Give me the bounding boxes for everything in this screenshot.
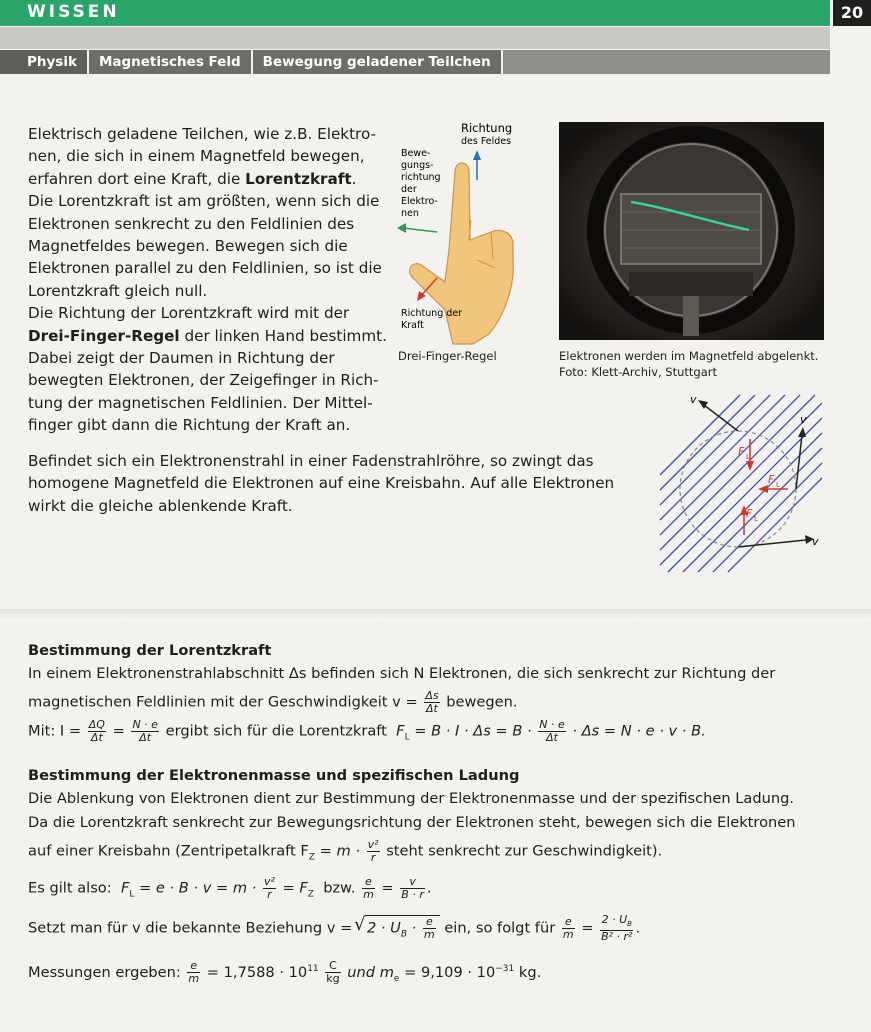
beam-paragraph: Befindet sich ein Elektronenstrahl in einer Fadenstrahlröhre, so zwingt das homogene Magnetfeld die Elektronen auf eine Kreisbahn. Auf alle Elektronen wirkt die gleiche ablenkende Kraft. [28,452,615,515]
section2-line1: Die Ablenkung von Elektronen dient zur Bestimmung der Elektronenmasse und der spezifischen Ladung. [28,790,795,808]
velocity-label-1: v [690,393,697,406]
label-motion-line4: der [401,184,417,195]
label-motion-line1: Bewe- [401,148,431,159]
label-motion-line6: nen [401,208,419,219]
section2-line6: Messungen ergeben: $\frac{e}{m}$ = $1,7588 \cdot 10^{11}$ $\frac{C}{kg}$ und $m_e = 9,109 \cdot 10^{-31}$ kg. [28,959,542,986]
svg-text:L: L [776,481,780,489]
section2-line5: Setzt man für v die bekannte Beziehung v = √ $2 \cdot U_B$ · $\frac{e}{m}$ ein, so folgt für $\frac{e}{m}$ = $\frac{2 \cdot U_B}{\text{B² · r²}}$ . [28,914,848,947]
fraction-e-m-2: $\frac{e}{m}$ [562,915,574,942]
intro-paragraph-3: Die Richtung der Lorentzkraft wird mit der Drei-Finger-Regel der linken Hand bestimmt. Dabei zeigt der Daumen in Richtung der bewegten Elektronen, der Zeigefinger in Rich-tung der magnetischen Feldlinien. Der Mittel-finger gibt dann die Richtung der Kraft an. [28,304,387,435]
fraction-v2-r: $\frac{\text{v²}}{r}$ [367,838,379,865]
velocity-label-2: v [800,413,807,426]
photo-electron-tube [559,122,824,340]
fraction-ne-dt: $\frac{N \cdot e}{\Delta t}$ [132,718,158,744]
sqrt-expression: √ $2 \cdot U_B$ · $\frac{e}{m}$ [365,915,440,946]
term-drei-finger-regel: Drei-Finger-Regel [28,326,180,345]
fraction-v-br: $\frac{v}{B \cdot r}$ [401,874,424,901]
lower-section [28,640,848,990]
section2-line3: auf einer Kreisbahn (Zentripetalkraft $F_Z = m$ · $\frac{\text{v²}}{r}$ steht senkrecht zur Geschwindigkeit). [28,838,663,865]
label-field-line2: des Feldes [461,136,512,147]
page-number: 20 [833,0,871,26]
label-force-line1: Richtung der [401,308,463,319]
section1-title: Bestimmung der Lorentzkraft [28,642,272,659]
section2-title: Bestimmung der Elektronenmasse und spezifischen Ladung [28,767,520,785]
breadcrumb-item-physik: Physik [0,50,89,74]
label-field-line1: Richtung [461,121,513,135]
section1-line3: Mit: I = $\frac{\Delta Q}{\Delta t}$ = $\frac{N \cdot e}{\Delta t}$ ergibt sich für die Lorentzkraft $F_L = B \cdot I \cdot \Delta s = B$ · $\frac{N \cdot e}{\Delta t}$ · Δs = N · e · v · B. [28,718,706,744]
breadcrumb [0,50,830,74]
section2-line4: Es gilt also: $F_L = e \cdot B \cdot v = m$ · $\frac{\text{v²}}{r}$ = $F_Z$ bzw. $\frac{e}{m}$ = $\frac{v}{B \cdot r}$ . [28,874,432,901]
photo-credit: Foto: Klett-Archiv, Stuttgart [559,365,718,379]
photo-caption: Elektronen werden im Magnetfeld abgelenkt. [559,349,819,363]
section-label: WISSEN [27,2,120,22]
motion-arrow [403,228,437,232]
breadcrumb-item-bewegung: Bewegung geladener Teilchen [253,50,503,74]
force-label-3: F [746,507,753,520]
svg-text:L: L [754,515,758,523]
force-diagram [650,385,830,580]
term-lorentzkraft: Lorentzkraft [245,169,352,188]
force-label-1: F [738,445,745,458]
fraction-e-m: $\frac{e}{m}$ [363,874,374,901]
section1-line2: magnetischen Feldlinien mit der Geschwindigkeit v = $\frac{\Delta s}{\Delta t}$ bewegen. [28,689,518,715]
header-divider [0,27,830,49]
label-motion-line2: gungs- [401,160,434,171]
force-label-2: F [768,473,775,486]
fraction-2ub-b2r2: $\frac{2 \cdot U_B}{\text{B² · r²}}$ [601,913,633,944]
fraction-v2-r-2: $\frac{\text{v²}}{r}$ [263,874,275,901]
fraction-ds-dt: $\frac{\Delta s}{\Delta t}$ [425,689,439,715]
breadcrumb-item-magnetisches-feld: Magnetisches Feld [89,50,253,74]
velocity-label-3: v [812,535,819,548]
header-bar [0,0,830,26]
label-motion-line3: richtung [401,172,441,183]
fraction-c-kg: $\frac{C}{kg}$ [326,959,340,986]
hand-figure-caption: Drei-Finger-Regel [398,349,497,363]
intro-paragraph-2: Die Lorentzkraft ist am größten, wenn sich die Elektronen senkrecht zu den Feldlinien des Magnetfeldes bewegen. Bewegen sich die Elektronen parallel zu den Feldlinien, so ist die Lorentzkraft gleich null. [28,192,382,300]
label-motion-line5: Elektro- [401,196,438,207]
page-fold [0,609,871,621]
section2-line2: Da die Lorentzkraft senkrecht zur Bewegungsrichtung der Elektronen steht, bewegen sich die Elektronen [28,814,796,832]
label-force-line2: Kraft [401,320,424,331]
section1-line1: In einem Elektronenstrahlabschnitt Δs befinden sich N Elektronen, die sich senkrecht zur Richtung der [28,665,776,682]
intro-paragraph-1: Elektrisch geladene Teilchen, wie z.B. Elektro-nen, die sich in einem Magnetfeld bewegen, erfahren dort eine Kraft, die Lorentzkraft. [28,125,377,188]
svg-text:L: L [746,453,750,461]
fraction-dq-dt: $\frac{\Delta Q}{\Delta t}$ [88,718,105,744]
intro-text [28,123,388,437]
fraction-ne-dt-2: $\frac{N \cdot e}{\Delta t}$ [539,718,565,744]
fraction-e-m-3: $\frac{e}{m}$ [188,959,200,986]
hand-figure [393,120,553,352]
